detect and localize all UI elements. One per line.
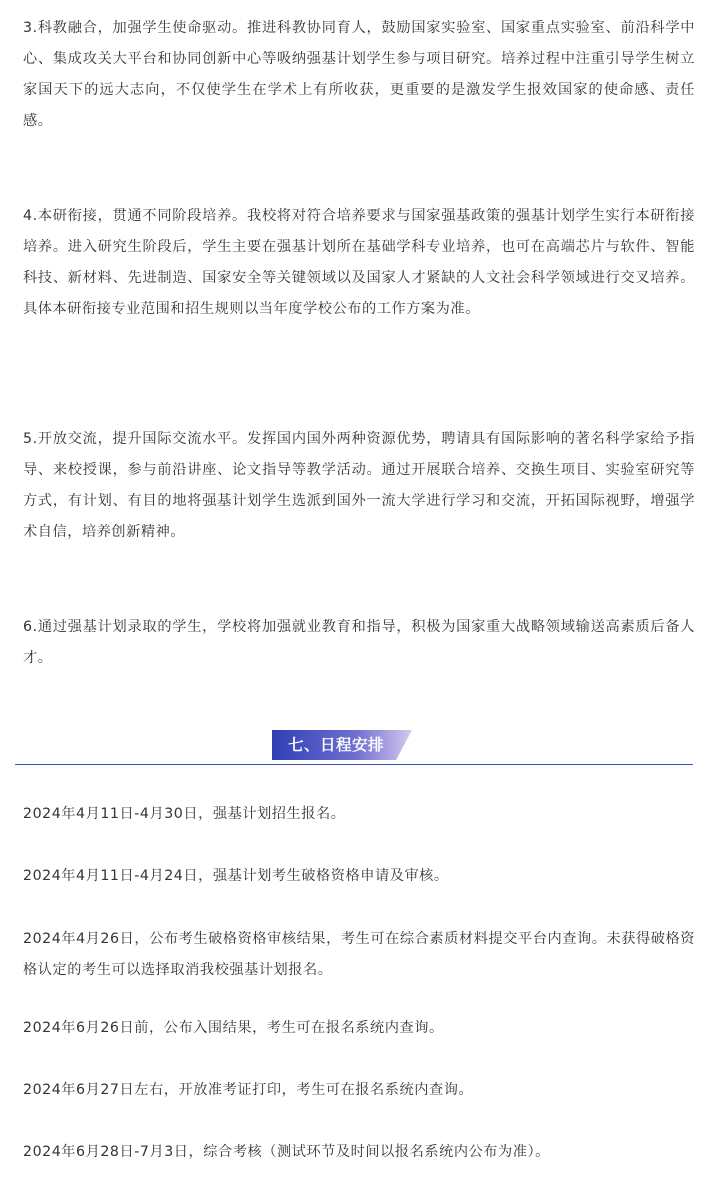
section-divider [15,764,693,765]
paragraph-international-exchange: 5.开放交流，提升国际交流水平。发挥国内国外两种资源优势，聘请具有国际影响的著名科学家给予指导、来校授课，参与前沿讲座、论文指导等教学活动。通过开展联合培养、交换生项目、实验室研究等方式，有计划、有目的地将强基计划学生选派到国外一流大学进行学习和交流，开拓国际视野，增强学术自信，培养创新精神。 [23,431,695,540]
paragraph-undergrad-grad-bridge: 4.本研衔接，贯通不同阶段培养。我校将对符合培养要求与国家强基政策的强基计划学生实行本研衔接培养。进入研究生阶段后，学生主要在强基计划所在基础学科专业培养，也可在高端芯片与软件、智能科技、新材料、先进制造、国家安全等关键领域以及国家人才紧缺的人文社会科学领域进行交叉培养。具体本研衔接专业范围和招生规则以当年度学校公布的工作方案为准。 [23,208,695,317]
section-title: 七、日程安排 [287,736,384,754]
schedule-item: 2024年6月27日左右，开放准考证打印，考生可在报名系统内查询。 [23,1082,474,1098]
schedule-item: 2024年4月26日，公布考生破格资格审核结果，考生可在综合素质材料提交平台内查询。未获得破格资格认定的考生可以选择取消我校强基计划报名。 [23,931,695,978]
schedule-item: 2024年4月11日-4月24日，强基计划考生破格资格申请及审核。 [23,868,449,884]
section-title-tag [272,730,412,760]
schedule-item: 2024年6月28日-7月3日，综合考核（测试环节及时间以报名系统内公布为准）。 [23,1144,550,1160]
paragraph-science-education: 3.科教融合，加强学生使命驱动。推进科教协同育人，鼓励国家实验室、国家重点实验室、前沿科学中心、集成攻关大平台和协同创新中心等吸纳强基计划学生参与项目研究。培养过程中注重引导学生树立家国天下的远大志向，不仅使学生在学术上有所收获，更重要的是激发学生报效国家的使命感、责任感。 [23,20,695,129]
schedule-item: 2024年6月26日前，公布入围结果，考生可在报名系统内查询。 [23,1020,444,1036]
section-header [0,728,716,768]
schedule-item: 2024年4月11日-4月30日，强基计划招生报名。 [23,806,346,822]
paragraph-employment-guidance: 6.通过强基计划录取的学生，学校将加强就业教育和指导，积极为国家重大战略领域输送高素质后备人才。 [23,619,695,666]
